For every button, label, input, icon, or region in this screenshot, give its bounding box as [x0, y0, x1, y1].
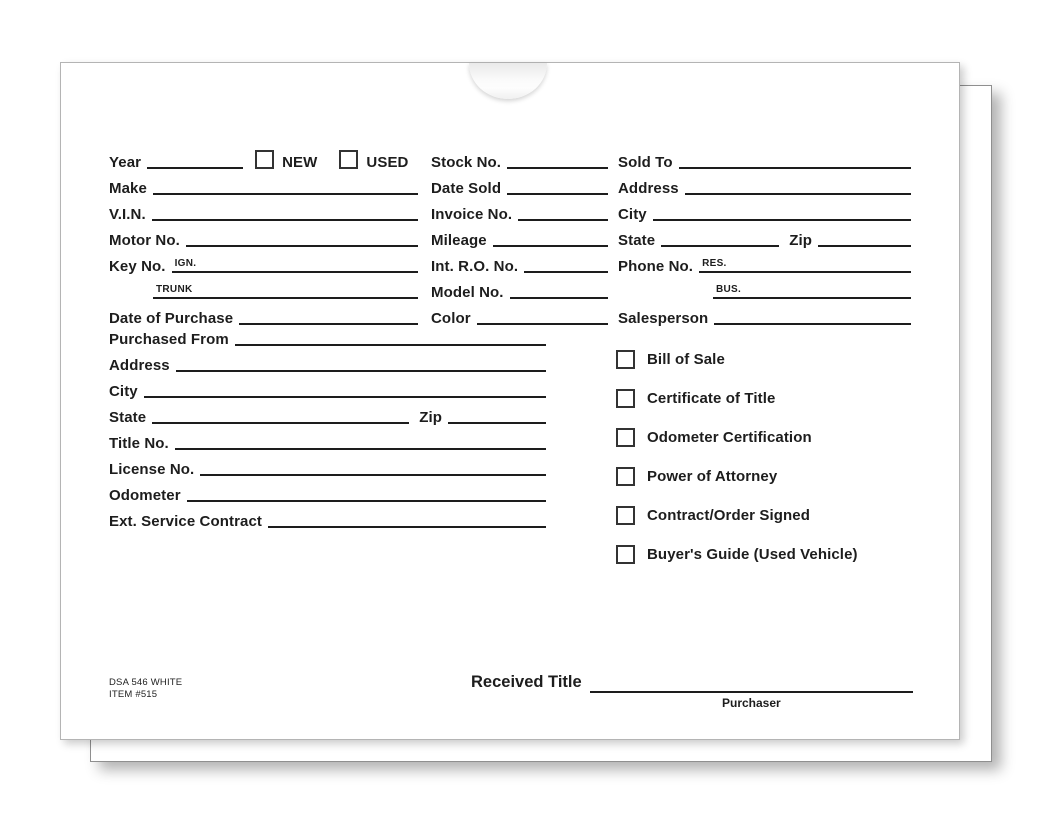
field-row-date-sold [431, 170, 608, 196]
item-number: ITEM #515 [109, 689, 158, 701]
field-row-seller-state-zip [109, 399, 546, 425]
checklist-row [616, 496, 916, 535]
buyer-zip-label: Zip [789, 232, 812, 249]
seller-city-label: City [109, 383, 138, 400]
res-sublabel: RES. [702, 258, 727, 269]
field-row-ext-service-contract [109, 503, 546, 529]
field-row-key-no-ign [109, 248, 418, 274]
stock-no-label: Stock No. [431, 154, 502, 171]
buyer-address-input-line[interactable] [685, 179, 911, 195]
new-checkbox[interactable] [255, 150, 274, 169]
purchased-from-input-line[interactable] [235, 330, 546, 346]
certificate-of-title-label: Certificate of Title [647, 390, 776, 407]
phone-bus-input-line[interactable] [713, 283, 911, 299]
purchaser-label: Purchaser [721, 696, 781, 710]
field-row-seller-city [109, 373, 546, 399]
invoice-no-label: Invoice No. [431, 206, 513, 223]
motor-no-input-line[interactable] [186, 231, 418, 247]
thumb-cut-notch [469, 63, 547, 99]
vin-input-line[interactable] [152, 205, 418, 221]
salesperson-input-line[interactable] [714, 309, 911, 325]
buyer-zip-input-line[interactable] [818, 231, 911, 247]
form-code-block [109, 677, 182, 702]
used-checkbox[interactable] [339, 150, 358, 169]
field-row-buyer-city [618, 196, 911, 222]
field-row-model-no [431, 274, 608, 300]
field-row-make [109, 170, 418, 196]
received-title-block [471, 664, 913, 710]
field-row-stock-no [431, 144, 608, 170]
mileage-input-line[interactable] [493, 231, 608, 247]
checklist-row [616, 418, 916, 457]
received-title-label: Received Title [471, 673, 582, 691]
key-trunk-input-line[interactable] [153, 283, 418, 299]
buyer-info-column [618, 144, 911, 326]
seller-address-input-line[interactable] [176, 356, 546, 372]
bill-of-sale-checkbox[interactable] [616, 350, 635, 369]
model-no-input-line[interactable] [510, 283, 608, 299]
invoice-no-input-line[interactable] [518, 205, 608, 221]
ext-service-contract-label: Ext. Service Contract [109, 513, 262, 530]
vehicle-info-column [109, 144, 418, 326]
vin-label: V.I.N. [109, 206, 146, 223]
key-no-label: Key No. [109, 258, 166, 275]
license-no-label: License No. [109, 461, 195, 478]
buyer-city-input-line[interactable] [653, 205, 911, 221]
purchased-from-label: Purchased From [109, 331, 229, 348]
field-row-title-no [109, 425, 546, 451]
date-of-purchase-label: Date of Purchase [109, 310, 234, 327]
key-ign-input-line[interactable] [172, 257, 418, 273]
phone-no-label: Phone No. [618, 258, 694, 275]
certificate-of-title-checkbox[interactable] [616, 389, 635, 408]
sale-info-column [431, 144, 608, 326]
int-ro-no-label: Int. R.O. No. [431, 258, 519, 275]
seller-info-column [109, 321, 546, 529]
field-row-license-no [109, 451, 546, 477]
odometer-certification-label: Odometer Certification [647, 429, 812, 446]
contract-order-signed-checkbox[interactable] [616, 506, 635, 525]
field-row-purchased-from [109, 321, 546, 347]
contract-order-signed-label: Contract/Order Signed [647, 507, 810, 524]
make-input-line[interactable] [153, 179, 418, 195]
salesperson-label: Salesperson [618, 310, 709, 327]
buyer-state-input-line[interactable] [661, 231, 779, 247]
field-row-invoice-no [431, 196, 608, 222]
field-row-sold-to [618, 144, 911, 170]
model-no-label: Model No. [431, 284, 504, 301]
stock-no-input-line[interactable] [507, 153, 608, 169]
seller-address-label: Address [109, 357, 170, 374]
color-label: Color [431, 310, 471, 327]
mileage-label: Mileage [431, 232, 487, 249]
motor-no-label: Motor No. [109, 232, 180, 249]
field-row-phone-res [618, 248, 911, 274]
year-input-line[interactable] [147, 153, 243, 169]
documents-checklist [616, 340, 916, 574]
buyers-guide-checkbox[interactable] [616, 545, 635, 564]
field-row-buyer-address [618, 170, 911, 196]
power-of-attorney-checkbox[interactable] [616, 467, 635, 486]
trunk-sublabel: TRUNK [156, 284, 193, 295]
title-no-label: Title No. [109, 435, 169, 452]
phone-res-input-line[interactable] [699, 257, 911, 273]
buyer-city-label: City [618, 206, 647, 223]
checklist-row [616, 340, 916, 379]
field-row-odometer [109, 477, 546, 503]
field-row-key-trunk [109, 274, 418, 300]
make-label: Make [109, 180, 147, 197]
field-row-salesperson [618, 300, 911, 326]
odometer-input-line[interactable] [187, 486, 546, 502]
bill-of-sale-label: Bill of Sale [647, 351, 725, 368]
field-row-buyer-state-zip [618, 222, 911, 248]
seller-state-label: State [109, 409, 147, 426]
buyer-state-label: State [618, 232, 656, 249]
field-row-motor-no [109, 222, 418, 248]
received-title-line-wrap [590, 664, 913, 710]
checklist-row [616, 457, 916, 496]
checklist-row [616, 535, 916, 574]
sold-to-label: Sold To [618, 154, 673, 171]
received-title-signature-line[interactable] [590, 664, 913, 693]
field-row-year [109, 144, 418, 170]
license-no-input-line[interactable] [200, 460, 546, 476]
seller-city-input-line[interactable] [144, 382, 546, 398]
odometer-certification-checkbox[interactable] [616, 428, 635, 447]
power-of-attorney-label: Power of Attorney [647, 468, 778, 485]
buyer-address-label: Address [618, 180, 679, 197]
odometer-label: Odometer [109, 487, 181, 504]
field-row-phone-bus [618, 274, 911, 300]
seller-zip-label: Zip [419, 409, 442, 426]
date-sold-label: Date Sold [431, 180, 502, 197]
field-row-mileage [431, 222, 608, 248]
ext-service-contract-input-line[interactable] [268, 512, 546, 528]
seller-zip-input-line[interactable] [448, 408, 546, 424]
new-label: NEW [282, 154, 318, 171]
year-label: Year [109, 154, 142, 171]
field-row-vin [109, 196, 418, 222]
form-code: DSA 546 WHITE [109, 677, 183, 688]
title-no-input-line[interactable] [175, 434, 546, 450]
ign-sublabel: IGN. [174, 258, 197, 269]
bus-sublabel: BUS. [716, 284, 742, 295]
field-row-seller-address [109, 347, 546, 373]
used-label: USED [366, 154, 409, 171]
seller-state-input-line[interactable] [152, 408, 409, 424]
checklist-row [616, 379, 916, 418]
int-ro-no-input-line[interactable] [524, 257, 608, 273]
date-sold-input-line[interactable] [507, 179, 608, 195]
deal-envelope [60, 62, 960, 740]
field-row-int-ro-no [431, 248, 608, 274]
sold-to-input-line[interactable] [679, 153, 911, 169]
buyers-guide-label: Buyer's Guide (Used Vehicle) [647, 546, 858, 563]
